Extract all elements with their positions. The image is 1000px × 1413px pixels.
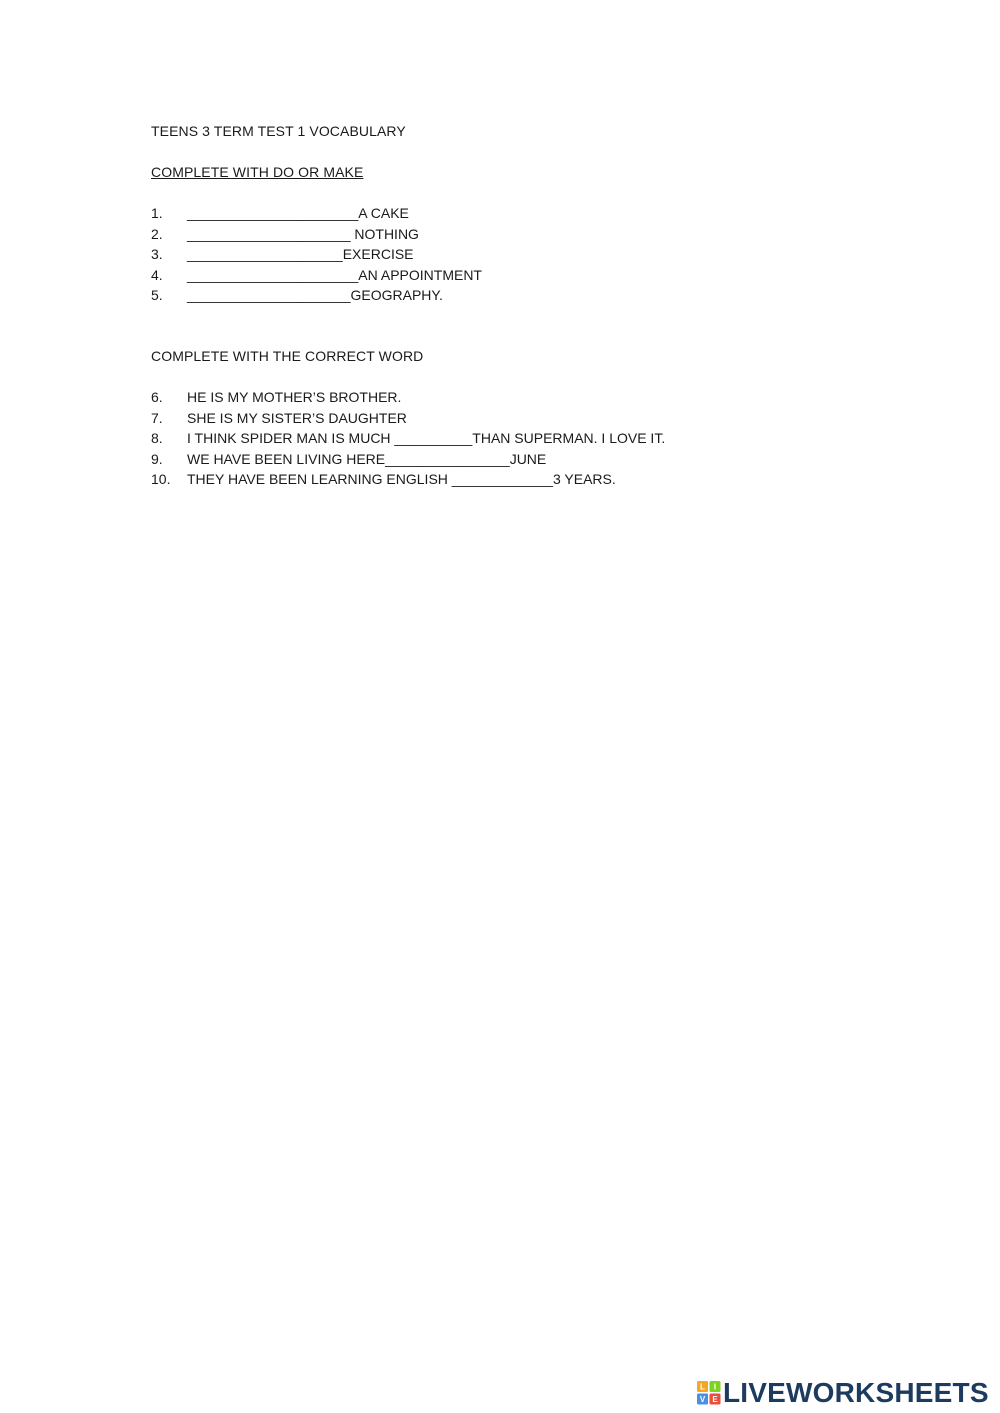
item-text: _____________________GEOGRAPHY. <box>187 287 443 303</box>
section-heading-do-or-make: COMPLETE WITH DO OR MAKE <box>151 164 364 180</box>
item-text: SHE IS MY SISTER’S DAUGHTER <box>187 410 407 426</box>
item-text: ______________________A CAKE <box>187 205 409 221</box>
item-text: HE IS MY MOTHER’S BROTHER. <box>187 389 402 405</box>
liveworksheets-logo-icon <box>697 1381 721 1405</box>
brand-name: LIVEWORKSHEETS <box>723 1377 989 1408</box>
list-item <box>151 470 616 542</box>
item-number: 7. <box>151 410 163 426</box>
item-text: _____________________ NOTHING <box>187 226 419 242</box>
svg-text:V: V <box>699 1395 706 1404</box>
item-text: WE HAVE BEEN LIVING HERE________________JUNE <box>187 451 547 467</box>
section-heading-correct-word: COMPLETE WITH THE CORRECT WORD <box>151 348 424 364</box>
item-text: THEY HAVE BEEN LEARNING ENGLISH _____________3 YEARS. <box>187 471 616 487</box>
item-number: 6. <box>151 389 163 405</box>
item-number: 3. <box>151 246 163 262</box>
item-number: 8. <box>151 430 163 446</box>
item-number: 10. <box>151 471 171 487</box>
item-number: 2. <box>151 226 163 242</box>
svg-text:E: E <box>712 1395 718 1404</box>
svg-text:I: I <box>713 1382 717 1392</box>
item-number: 9. <box>151 451 163 467</box>
page-title: TEENS 3 TERM TEST 1 VOCABULARY <box>151 123 406 139</box>
item-number: 4. <box>151 267 163 283</box>
liveworksheets-brand-link[interactable] <box>697 1376 989 1410</box>
item-text: ______________________AN APPOINTMENT <box>187 267 482 283</box>
item-text: I THINK SPIDER MAN IS MUCH __________THAN SUPERMAN. I LOVE IT. <box>187 430 666 446</box>
svg-text:L: L <box>700 1382 705 1392</box>
item-text: ____________________EXERCISE <box>187 246 414 262</box>
item-number: 1. <box>151 205 163 221</box>
item-number: 5. <box>151 287 163 303</box>
